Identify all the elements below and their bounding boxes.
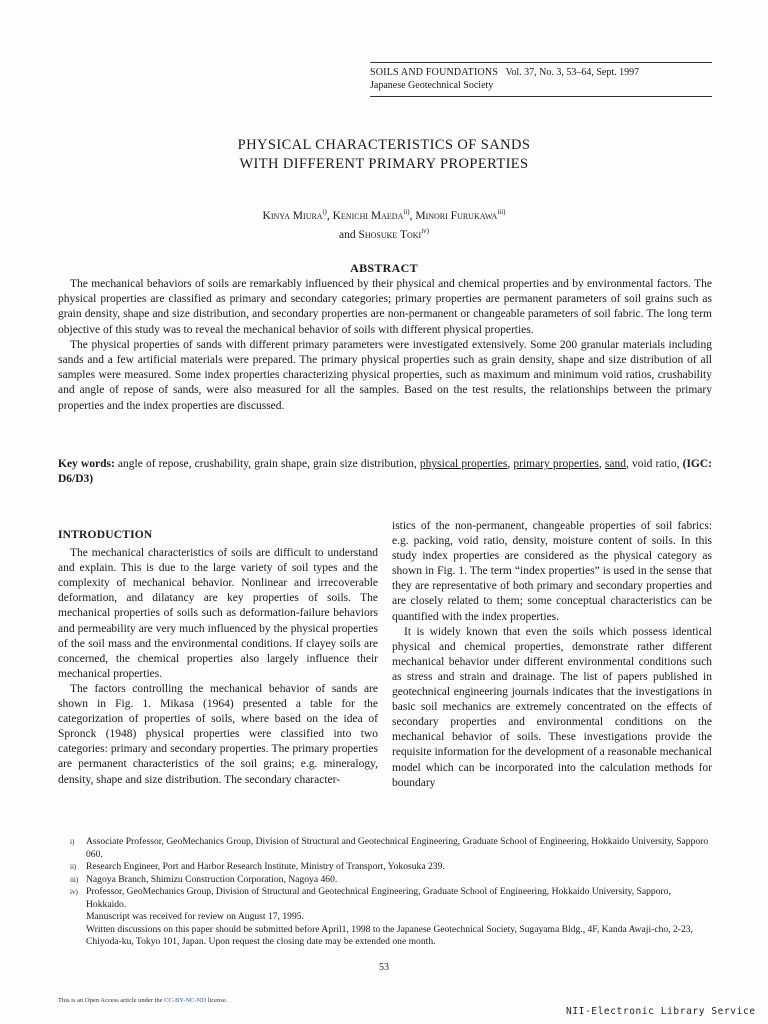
discussion-text: Written discussions on this paper should be submitted before April1, 1998 to the Japanese Geotechnical Society, Sugayama Bldg., 4F, Kanda Awaji-cho, 2-23, Chiyoda-ku, Tokyo 101, Japan. Upon request the closing date may be extended one month. (86, 923, 693, 947)
keywords-part-5: , void ratio, (625, 458, 680, 470)
footnote-1-text: Associate Professor, GeoMechanics Group, Division of Structural and Geotechnical Engineering, Graduate School of Engineering, Hokkaido University, Sapporo 060. (86, 836, 709, 860)
intro-paragraph-2: The factors controlling the mechanical behavior of sands are shown in Fig. 1. Mikasa (1964) presented a table for the categorization of properties of soils, where based on the idea of Spronck (1948) physical properties were classified into two categories: primary and secondary properties. The primary properties are permanent characteristics of the soil grains; e.g. mineralogy, density, shape and size distribution. The secondary character- (58, 682, 378, 786)
footnote-4-mark: iv) (70, 888, 78, 896)
footnote-2 (58, 861, 712, 874)
license-prefix: This is an Open Access article under the (58, 997, 163, 1004)
author-1-mark: i) (322, 208, 327, 216)
footnote-1-mark: i) (70, 838, 75, 846)
footnote-received (58, 911, 712, 924)
intro-paragraph-1: The mechanical characteristics of soils are difficult to understand and explain. This is due to the large variety of soil types and the complexity of mechanical behavior. Nonlinear and irrecoverable deformation, and dilatancy are key properties of soils. The mechanical properties of soils such as deformation-failure behaviors and permeability are very much influenced by the physical properties of the soil mass and the environmental conditions. If clayey soils are concerned, the chemical properties also largely influence their mechanical properties. (58, 547, 378, 680)
author-and: and (338, 228, 356, 241)
author-2-mark: ii) (403, 208, 410, 216)
abstract-heading: ABSTRACT (350, 261, 418, 275)
author-1: Kinya Miura (262, 209, 323, 222)
paper-title (0, 136, 768, 174)
header-rule-top (370, 62, 712, 63)
title-line-2: WITH DIFFERENT PRIMARY PROPERTIES (239, 156, 529, 172)
footnote-3-text: Nagoya Branch, Shimizu Construction Corporation, Nagoya 460. (86, 873, 338, 885)
license-notice (58, 997, 227, 1004)
keywords: Key words: angle of repose, crushability, grain shape, grain size distribution, physical properties, primary properties, sand, void ratio, (IGC: D6/D3) (58, 458, 712, 486)
page-number: 53 (379, 962, 389, 973)
footnote-discussion (58, 924, 712, 949)
received-text: Manuscript was received for review on August 17, 1995. (86, 911, 304, 922)
column-left (58, 528, 378, 788)
author-list: Kinya Miura$^{i)}$, Kenichi Maeda$^{ii)}$, Minori Furukawa$^{iii)}$ and Shosuke Toki$^{iv)}$ (262, 208, 506, 241)
column-right (392, 519, 712, 791)
author-2: Kenichi Maeda (332, 209, 404, 222)
keywords-igc: (IGC: D6/D3) (58, 458, 712, 486)
keyword-physical-properties: physical properties (419, 458, 508, 470)
section-heading-introduction: INTRODUCTION (58, 529, 153, 541)
keywords-part-1: angle of repose, crushability, grain shape, grain size distribution, (117, 458, 417, 470)
author-3: Minori Furukawa (415, 209, 498, 222)
license-link[interactable]: CC-BY-NC-ND (164, 997, 207, 1004)
keyword-sand: sand (604, 458, 626, 470)
footnote-3-mark: iii) (70, 875, 79, 884)
footnote-4-text: Professor, GeoMechanics Group, Division of Structural and Geotechnical Engineering, Graduate School of Engineering, Hokkaido University, Sapporo, Hokkaido. (86, 886, 671, 910)
author-4-mark: iv) (421, 226, 430, 235)
footnote-3 (58, 874, 712, 887)
footnotes (58, 836, 712, 949)
journal-name: SOILS AND FOUNDATIONS (370, 67, 499, 78)
keywords-label: Key words: (58, 458, 115, 470)
journal-citation: Vol. 37, No. 3, 53–64, Sept. 1997 (505, 67, 640, 78)
header-rule-bottom (370, 96, 712, 97)
author-3-mark: iii) (497, 208, 506, 216)
abstract-paragraph-1: The mechanical behaviors of soils are remarkably influenced by their physical and chemical properties and by environmental factors. The physical properties are classified as primary and secondary categories; primary properties are permanent parameters of soil grains such as grain density, shape and size distribution, and secondary properties are non-permanent or changeable parameters of soil fabric. The long term objective of this study was to reveal the mechanical behavior of soils with different physical properties. (58, 278, 712, 336)
footnote-4 (58, 886, 712, 911)
abstract-paragraph-2: The physical properties of sands with different primary parameters were investigated extensively. Some 200 granular materials including sands and a few artificial materials were prepared. The primary physical properties such as grain density, shape and size distribution of all samples were measured. Some index properties characterizing physical properties, such as maximum and minimum void ratios, crushability and angle of repose of sands, were also measured for all the samples. Based on the test results, the relationships between the primary properties and the index properties are discussed. (58, 338, 712, 412)
journal-header (370, 62, 712, 97)
title-line-1: PHYSICAL CHARACTERISTICS OF SANDS (237, 137, 531, 153)
intro-paragraph-4: It is widely known that even the soils which possess identical physical and chemical properties, demonstrate rather different mechanical behavior under different environmental conditions such as stress and strain and drainage. The list of papers published in geotechnical engineering journals indicates that the investigations in basic soil mechanics are extremely concentrated on the effects of secondary properties and environmental conditions on the mechanical behavior of soils. These investigations provide the requisite information for the development of a reasonable mechanical model which can be incorporated into the calculation methods for boundary (392, 625, 712, 789)
intro-paragraph-3: istics of the non-permanent, changeable properties of soil fabrics: e.g. packing, void ratio, density, moisture content of soils. In this study index properties are considered as the physical category as shown in Fig. 1. The term “index properties” is used in the sense that they are representative of both primary and secondary properties and are closely related to them; some conceptual characteristics can be quantified with the index properties. (392, 520, 712, 623)
keyword-primary-properties: primary properties (513, 458, 599, 470)
author-4: Shosuke Toki (358, 228, 422, 241)
journal-society: Japanese Geotechnical Society (370, 80, 494, 91)
footnote-1 (58, 836, 712, 861)
footnote-2-text: Research Engineer, Port and Harbor Research Institute, Ministry of Transport, Yokosuka 239. (86, 861, 445, 872)
footnote-2-mark: ii) (70, 863, 77, 871)
license-suffix: license. (207, 997, 228, 1004)
abstract-body (58, 277, 712, 414)
nii-service-mark: NII-Electronic Library Service (566, 1006, 756, 1017)
